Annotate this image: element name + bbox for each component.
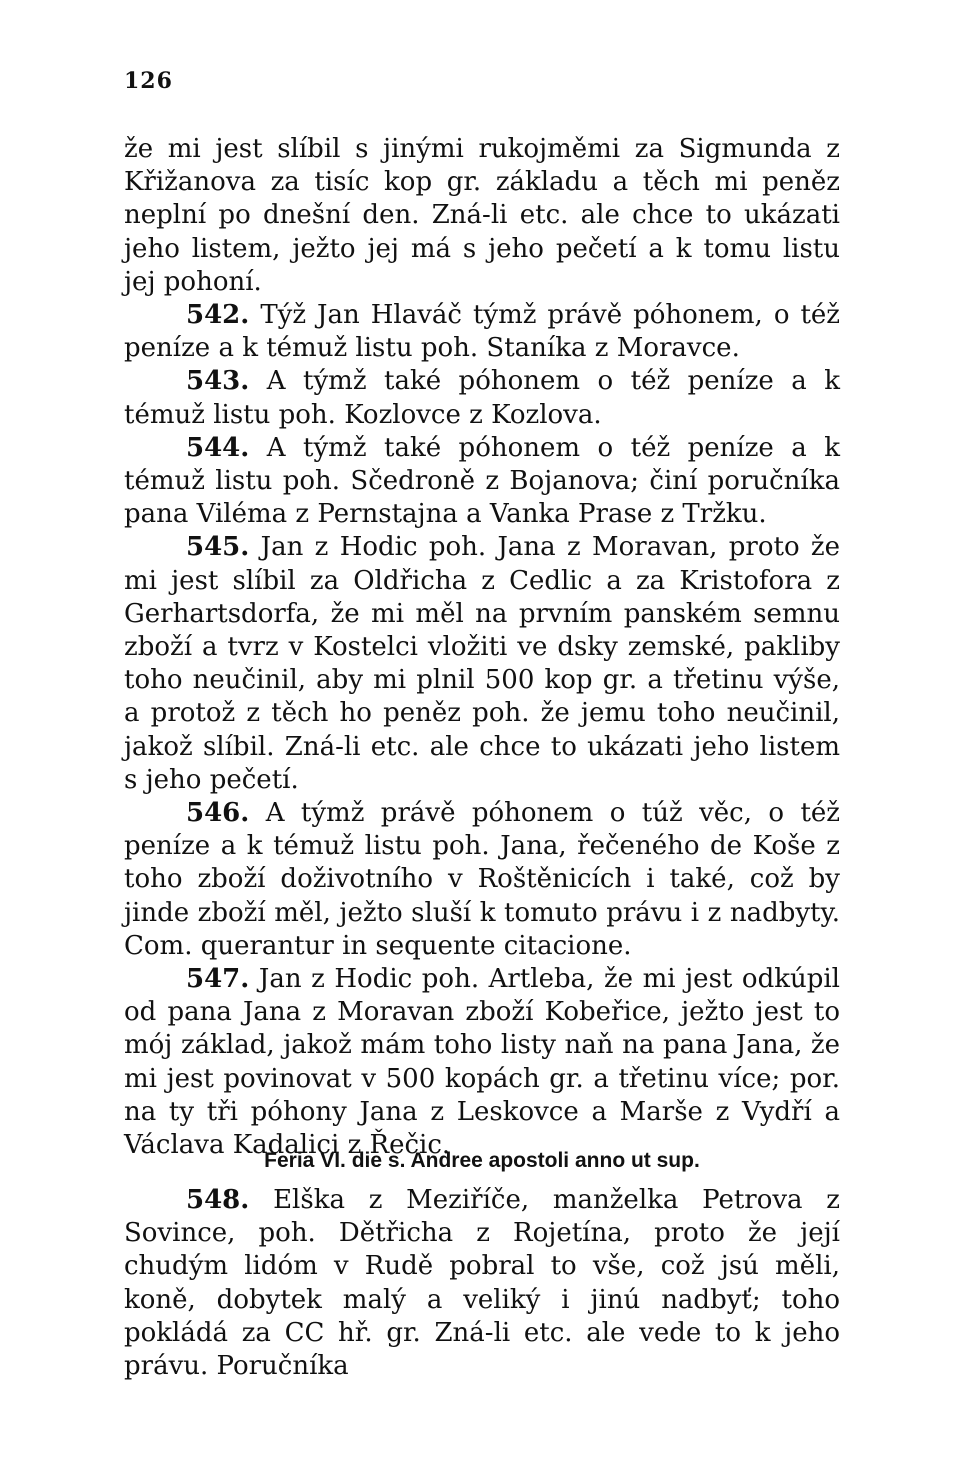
entry-text: A týmž také póhonem o též peníze a k témuž listu poh. Kozlovce z Kozlova. (124, 366, 840, 430)
entry-number: 548. (186, 1185, 250, 1215)
entry-text: Týž Jan Hlaváč týmž právě póhonem, o též peníze a k témuž listu poh. Staníka z Moravce. (124, 300, 841, 364)
paragraph-text: že mi jest slíbil s jinými rukojměmi za Sigmunda z Křižanova za tisíc kop gr. základu a těch mi peněz neplní po dnešní den. Zná-li etc. ale chce to ukázati jeho listem, ježto jej má s jeho pečetí a k tomu listu jej pohoní. (124, 134, 840, 297)
entry-text: A týmž také póhonem o též peníze a k témuž listu poh. Sčedroně z Bojanova; činí poručníka pana Viléma z Pernstajna a Vanka Prase z Tržku. (124, 432, 840, 530)
entry-text: Jan z Hodic poh. Artleba, že mi jest odkúpil od pana Jana z Moravan zboží Kobeřice, ježto jest to mój základ, jakož mám toho listy naň na pana Jana, že mi jest povinovat v 500 kopách gr. a třetinu více; por. na ty tři póhony Jana z Leskovce a Marše z Vydří a Václava Kadalici z Řečic. (124, 964, 840, 1161)
entry-number: 544. (186, 432, 250, 463)
entry-544 (124, 432, 840, 532)
entry-number: 542. (186, 300, 250, 331)
text-block-548 (124, 1184, 840, 1383)
entry-545 (124, 531, 840, 797)
entry-543 (124, 365, 840, 431)
entry-text: A týmž právě póhonem o túž věc, o též peníze a k témuž listu poh. Jana, řečeného de Koše z toho zboží doživotního v Roštěnicích i také, což by jinde zboží měl, ježto sluší k tomuto právu i z nadbyty. Com. querantur in sequente citacione. (124, 798, 840, 961)
entry-542 (124, 299, 840, 365)
entry-546 (124, 797, 840, 963)
entry-548 (124, 1184, 840, 1383)
section-heading: Feria VI. die s. Andree apostoli anno ut sup. (264, 1149, 700, 1172)
entry-text: Jan z Hodic poh. Jana z Moravan, proto že mi jest slíbil za Oldřicha z Cedlic a za Kristofora z Gerhartsdorfa, že mi měl na prvním panském semnu zboží a tvrz v Kostelci vložiti ve dsky zemské, pakliby toho neučinil, aby mi plnil 500 kop gr. a třetinu výše, a protož z těch ho peněz poh. že jemu toho neučinil, jakož slíbil. Zná-li etc. ale chce to ukázati jeho listem s jeho pečetí. (124, 532, 841, 795)
entry-number: 545. (186, 532, 250, 563)
entry-text: Elška z Meziříče, manželka Petrova z Sovince, poh. Dětřicha z Rojetína, proto že její chudým lidóm v Rudě pobral to vše, což jsú měli, koně, dobytek malý a veliký i jinú nadbyť; toho pokládá za CC hř. gr. Zná-li etc. ale vede to k jeho právu. Poručníka (124, 1185, 840, 1382)
main-text-block (124, 133, 840, 1162)
entry-number: 547. (186, 964, 250, 995)
entry-547 (124, 963, 840, 1162)
entry-number: 543. (186, 366, 250, 397)
continuation-paragraph (124, 133, 840, 299)
page-number: 126 (124, 68, 173, 94)
entry-number: 546. (186, 798, 250, 829)
